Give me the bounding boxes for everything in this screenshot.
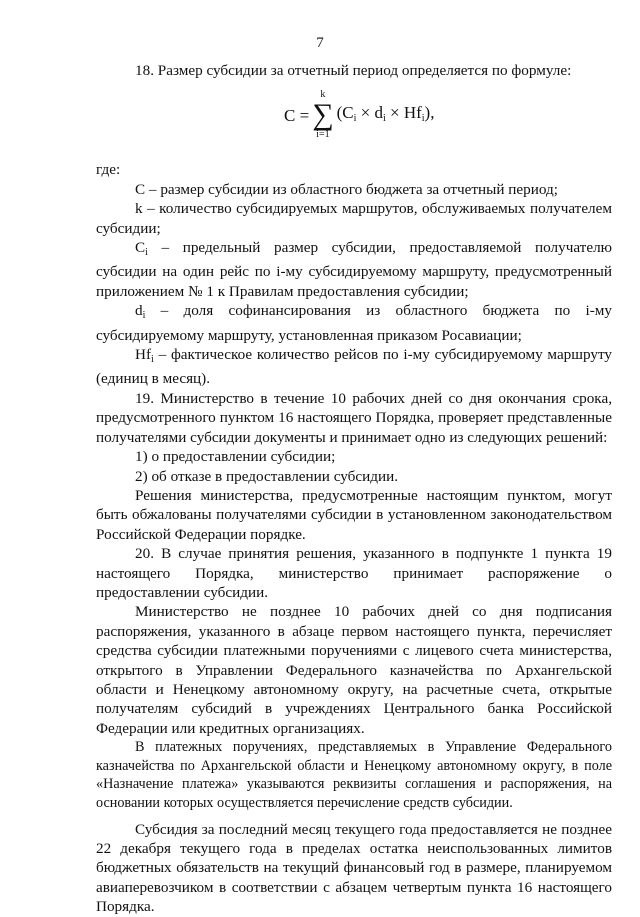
clause-19-option-2: 2) об отказе в предоставлении субсидии. bbox=[135, 467, 399, 485]
definition-ci: $C_i$ – предельный размер субсидии, предоставляемой получателю субсидии на один рейс по i-му субсидируемому маршруту, предусмотренный приложением № 1 к Правилам предоставления субсидии; bbox=[96, 239, 612, 300]
page-number: 7 bbox=[316, 35, 324, 51]
subsidy-formula bbox=[96, 82, 612, 141]
formula-expression bbox=[284, 90, 434, 140]
definition-c: С – размер субсидии из областного бюджета за отчетный период; bbox=[135, 180, 558, 198]
clause-19: 19. Министерство в течение 10 рабочих дней со дня окончания срока, предусмотренного пунктом 16 настоящего Порядка, проверяет представленные получателями субсидии документы и принимает одно из следующих решений: bbox=[96, 389, 612, 446]
definition-hfi: $Hf_i$ – фактическое количество рейсов по i-му субсидируемому маршруту (единиц в месяц). bbox=[96, 346, 612, 388]
definition-k: k – количество субсидируемых маршрутов, обслуживаемых получателем субсидии; bbox=[96, 200, 612, 237]
document-body bbox=[96, 61, 612, 917]
sum-lower-limit: i=1 bbox=[316, 129, 330, 141]
clause-19-option-1: 1) о предоставлении субсидии; bbox=[135, 448, 336, 466]
clause-20-december: Субсидия за последний месяц текущего года предоставляется не позднее 22 декабря текущего года в пределах остатка неиспользованных лимитов бюджетных обязательств на текущий финансовый год в размере, планируемом авиаперевозчиком в соответствии с абзацем четвертым пункта 16 настоящего Порядка. bbox=[96, 820, 612, 916]
sum-symbol bbox=[312, 90, 333, 140]
where-label: где: bbox=[96, 161, 121, 179]
sigma-icon: ∑ bbox=[312, 98, 334, 132]
clause-20-transfer: Министерство не позднее 10 рабочих дней со дня подписания распоряжения, указанного в абзаце первом настоящего пункта, перечисляет средства субсидии платежными поручениями с лицевого счета министерства, открытого в Управлении Федерального казначейства по Архангельской области и Ненецкому автономному округу, на расчетные счета, открытые получателям субсидий в учреждениях Центрального банка Российской Федерации или кредитных организациях. bbox=[96, 603, 612, 737]
clause-20: 20. В случае принятия решения, указанного в подпункте 1 пункта 19 настоящего Порядка, министерство принимает распоряжение о предоставлении субсидии. bbox=[96, 545, 612, 601]
clause-19-appeal: Решения министерства, предусмотренные настоящим пунктом, могут быть обжалованы получателями субсидии в установленном законодательством Российской Федерации порядке. bbox=[96, 486, 612, 543]
sum-upper-limit: k bbox=[320, 89, 326, 101]
clause-20-payment-orders: В платежных поручениях, представляемых в Управление Федерального казначейства по Архангельской области и Ненецкому автономному округу, в поле «Назначение платежа» указываются реквизиты соглашения и распоряжения, на основании которых осуществляется перечисление средств субсидии. bbox=[96, 739, 612, 811]
clause-18: 18. Размер субсидии за отчетный период определяется по формуле: bbox=[135, 62, 572, 79]
formula-body: $(C_i \times d_i \times Hf_i)$, bbox=[336, 102, 435, 124]
formula-lhs: C = bbox=[284, 105, 310, 125]
definition-di: $d_i$ – доля софинансирования из областного бюджета по i-му субсидируемому маршруту, установленная приказом Росавиации; bbox=[96, 302, 612, 344]
